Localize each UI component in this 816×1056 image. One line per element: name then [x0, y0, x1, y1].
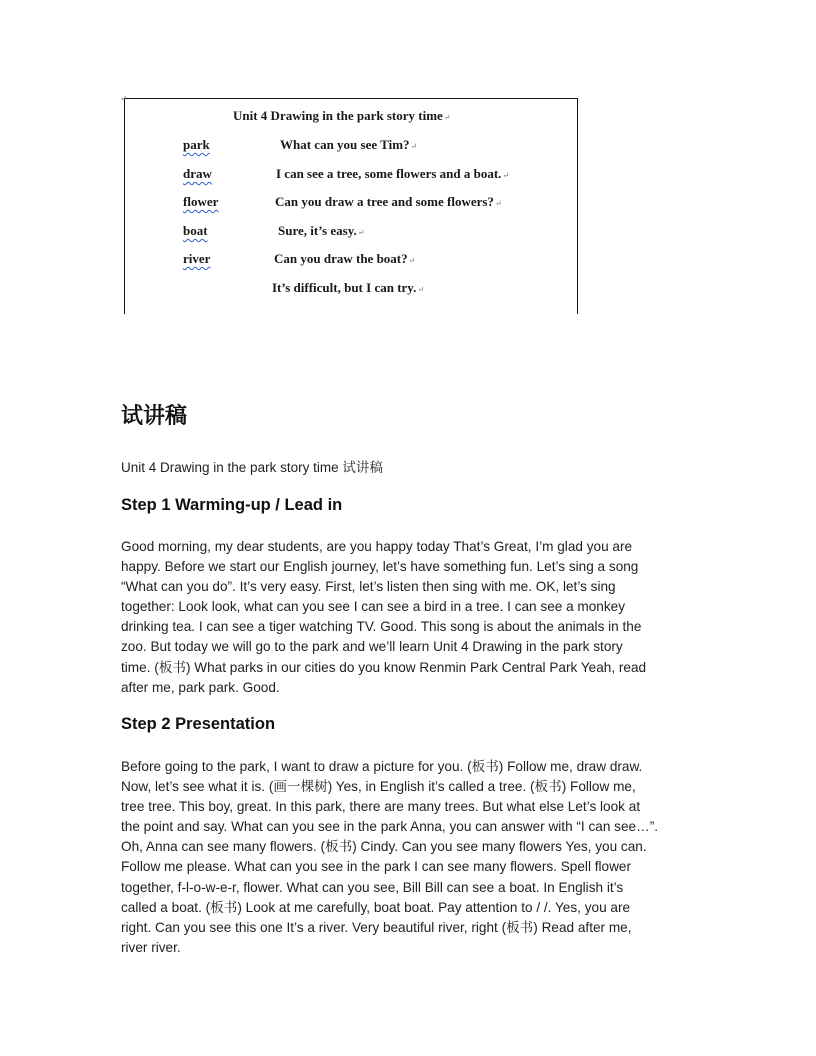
step1-heading: Step 1 Warming-up / Lead in	[121, 496, 343, 514]
vocab-word-flower: flower	[183, 194, 219, 209]
step2-heading: Step 2 Presentation	[121, 715, 276, 733]
text-line: after me, park park. Good.	[121, 679, 280, 695]
text-line: together, f-l-o-w-e-r, flower. What can you see, Bill Bill can see a boat. In English it’s	[121, 879, 624, 895]
board-sentence-6: It’s difficult, but I can try.↵	[272, 280, 425, 295]
vocab-word-draw: draw	[183, 166, 212, 181]
text-line: tree tree. This boy, great. In this park, there are many trees. But what else Let’s look at	[121, 799, 641, 815]
board-sentence-4: Sure, it’s easy.↵	[278, 223, 365, 238]
return-mark-icon: ↵	[410, 142, 418, 151]
vocab-word-river: river	[183, 251, 211, 266]
text-line: time. (板书) What parks in our cities do you know Renmin Park Central Park Yeah, read	[121, 659, 647, 675]
board-sentence-2: I can see a tree, some flowers and a boat.↵	[276, 166, 510, 181]
text-line: the point and say. What can you see in the park Anna, you can answer with “I can see…”.	[121, 819, 658, 835]
text-line: drinking tea. I can see a tiger watching TV. Good. This song is about the animals in the	[121, 619, 642, 635]
board-sentence-3: Can you draw a tree and some flowers?↵	[275, 194, 502, 209]
text-line: called a boat. (板书) Look at me carefully, boat boat. Pay attention to / /. Yes, you are	[121, 899, 631, 915]
text-line: “What can you do”. It’s very easy. First, let’s listen then sing with me. OK, let’s sing	[121, 579, 616, 595]
text-line: Good morning, my dear students, are you happy today That’s Great, I’m glad you are	[121, 539, 633, 554]
return-mark-icon: ↵	[443, 113, 451, 122]
return-mark-icon: ↵	[502, 171, 510, 180]
return-mark-icon: ↵	[494, 199, 502, 208]
text-line: together: Look look, what can you see I can see a bird in a tree. I can see a monkey	[121, 599, 626, 615]
vocab-word-park: park	[183, 137, 210, 152]
board-sentence-5: Can you draw the boat?↵	[274, 251, 416, 266]
text-line: Before going to the park, I want to draw a picture for you. (板书) Follow me, draw draw.	[121, 759, 643, 774]
return-mark-icon: ↵	[357, 228, 365, 237]
step2-paragraph	[121, 757, 711, 958]
paragraph-mark-icon: ↵	[120, 94, 127, 103]
text-line: Follow me please. What can you see in the park I can see many flowers. Spell flower	[121, 859, 632, 875]
lecture-subtitle: Unit 4 Drawing in the park story time 试讲稿	[121, 460, 383, 475]
return-mark-icon: ↵	[408, 256, 416, 265]
board-sentence-1: What can you see Tim?↵	[280, 137, 418, 152]
text-line: happy. Before we start our English journey, let’s have something fun. Let’s sing a song	[121, 559, 639, 575]
text-line: right. Can you see this one It’s a river. Very beautiful river, right (板书) Read after me,	[121, 919, 632, 935]
vocab-word-boat: boat	[183, 223, 208, 238]
lecture-heading: 试讲稿	[121, 404, 188, 429]
board-writing-image	[120, 94, 578, 314]
text-line: zoo. But today we will go to the park and we’ll learn Unit 4 Drawing in the park story	[121, 639, 623, 655]
text-line: river river.	[121, 939, 181, 955]
text-line: Now, let’s see what it is. (画一棵树) Yes, in English it’s called a tree. (板书) Follow me,	[121, 779, 636, 795]
step1-paragraph	[121, 537, 711, 698]
board-title: Unit 4 Drawing in the park story time↵	[233, 108, 451, 123]
text-line: Oh, Anna can see many flowers. (板书) Cindy. Can you see many flowers Yes, you can.	[121, 839, 647, 855]
return-mark-icon: ↵	[417, 285, 425, 294]
